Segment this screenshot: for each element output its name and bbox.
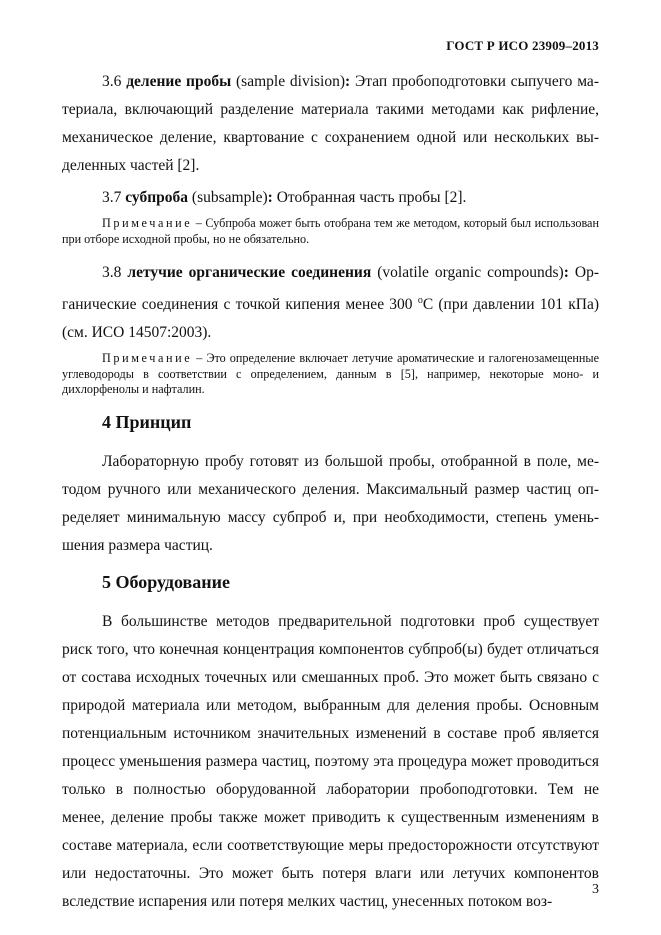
term-name: деление пробы [126, 73, 232, 90]
note-3-7 [62, 216, 599, 247]
page-content [62, 68, 599, 916]
section-5-heading: 5 Оборудование [102, 571, 231, 592]
note-label: Примечание [102, 351, 193, 366]
section-4-heading: 4 Принцип [102, 411, 192, 432]
definition-text: Отобранная часть пробы [2]. [276, 189, 467, 206]
term-name: субпроба [125, 189, 189, 206]
clause-number: 3.8 [102, 264, 122, 281]
term-english: (volatile organic compounds) [377, 264, 564, 281]
note-text: – Субпроба может быть отобрана тем же методом, который был использован при отборе исходной пробы, но не обязательно. [62, 216, 599, 246]
clause-number: 3.6 [102, 73, 122, 90]
clause-number: 3.7 [102, 189, 122, 206]
term-english: (subsample) [191, 189, 268, 206]
section-4-paragraph: Лабораторную пробу готовят из большой пробы, отобранной в поле, методом ручного или механического деления. Максимальный размер частиц определяет минимальную массу субпроб и, при необходимости, степень уменьшения размера частиц. [62, 452, 599, 554]
definition-3-6: 3.6 деление пробы (sample division): Этап пробоподготовки сыпучего материала, включающий разделение материала такими методами как рифление, механическое деление, квартование с сохранением одной или нескольких выделенных частей [2]. [62, 73, 599, 174]
note-3-8 [62, 351, 599, 398]
definition-text-part2: С (при давлении 101 кПа) (см. ИСО 14507:2003). [62, 296, 599, 342]
term-english: (sample division) [236, 73, 346, 90]
definition-3-8: 3.8 летучие органические соединения (volatile organic compounds): Органические соединения с точкой кипения менее 300 $^о$С (при давлении 101 кПа) (см. ИСО 14507:2003). [62, 264, 600, 342]
definition-text: Этап пробоподготовки сыпучего материала, включающий разделение материала такими методами как рифление, механическое деление, квартование с сохранением одной или нескольких выделенных частей [2]. [62, 73, 599, 174]
definition-3-7: 3.7 субпроба (subsample): Отобранная часть пробы [2]. [102, 189, 467, 206]
document-code-header: ГОСТ Р ИСО 23909–2013 [446, 38, 599, 53]
degree-superscript: о [417, 295, 423, 306]
note-text: – Это определение включает летучие ароматические и галогенозамещенные углеводороды в соответствии с определением, данным в [5], например, некоторые моно- и дихлорфенолы и нафталин. [62, 351, 600, 397]
section-5-paragraph: В большинстве методов предварительной подготовки проб существует риск того, что конечная концентрация компонентов субпроб(ы) будет отличаться от состава исходных точечных или смешанных проб. Это может быть связано с природой материала или методом, выбранным для деления пробы. Основным потенциальным источником значительных изменений в составе проб является процесс уменьшения размера частиц, поэтому эта процедура может проводиться только в полностью оборудованной лаборатории пробоподготовки. Тем не менее, деление пробы также может приводить к существенным изменениям в составе материала, если соответствующие меры предосторожности отсутствуют или недостаточны. Это может быть потеря влаги или летучих компонентов вследствие испарения или потеря мелких частиц, унесенных потоком воз- [62, 612, 599, 910]
note-label: Примечание [102, 216, 193, 230]
definition-text-part1: Органические соединения с точкой кипения менее 300 [62, 264, 600, 314]
term-name: летучие органические соединения [127, 264, 372, 281]
page-number: 3 [592, 882, 599, 897]
